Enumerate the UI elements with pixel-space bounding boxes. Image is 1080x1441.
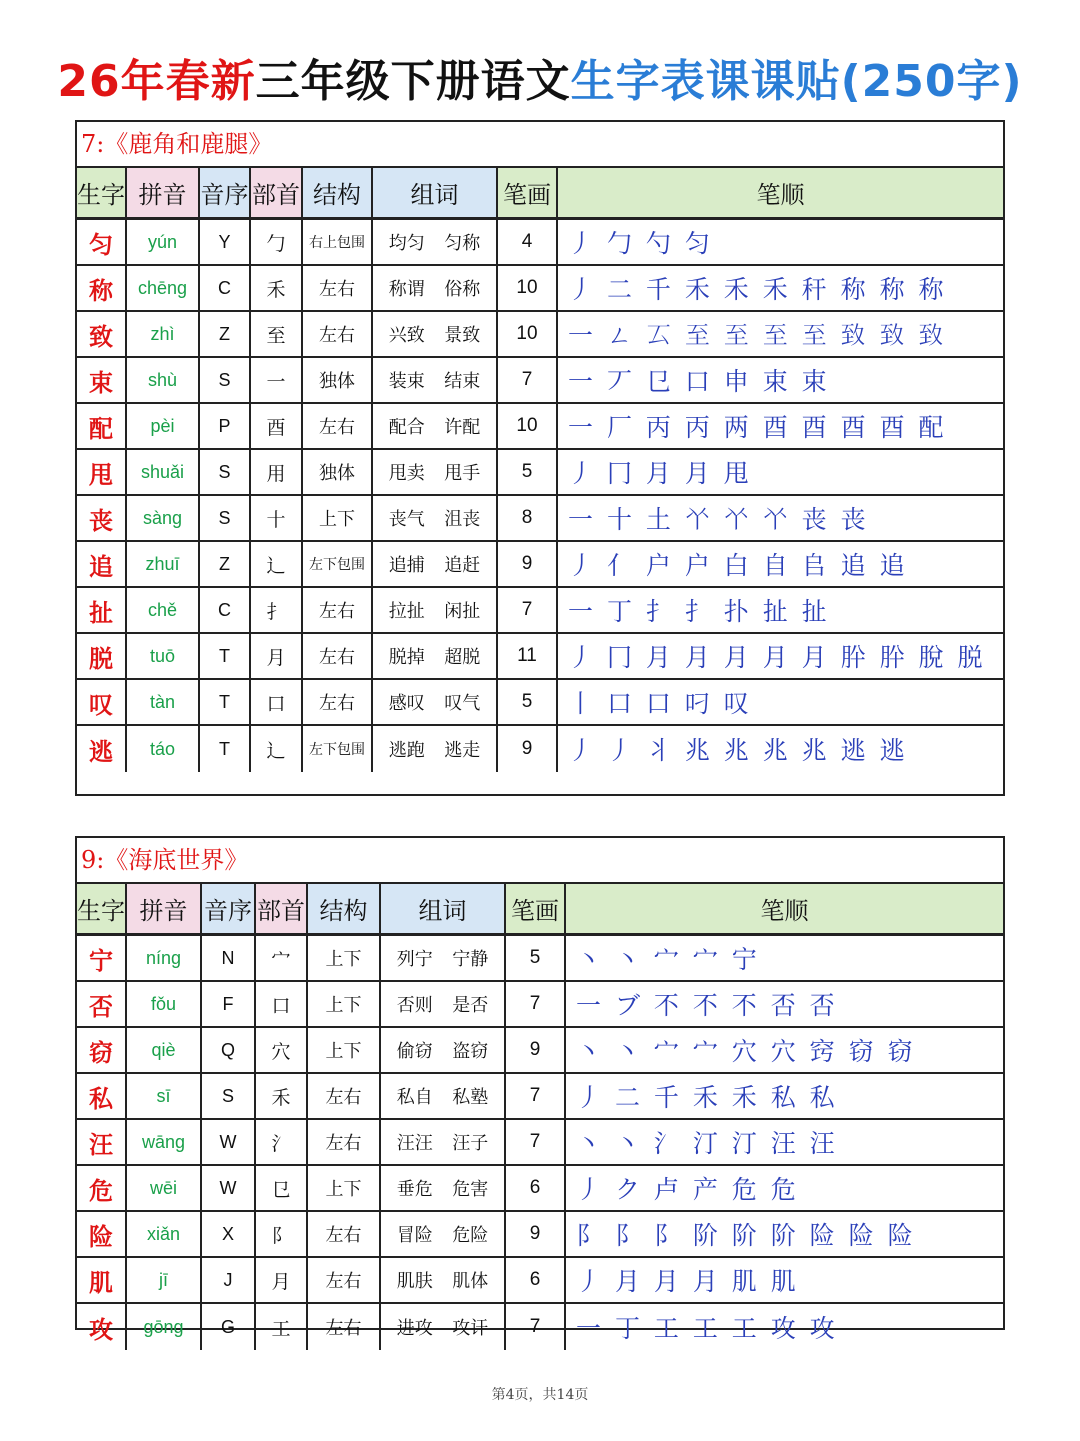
header-strokes: 笔画	[506, 884, 566, 936]
word-2: 私塾	[452, 1087, 489, 1108]
cell-radical: 至	[251, 312, 303, 358]
cell-stroke-count: 5	[506, 936, 566, 982]
cell-char: 宁	[77, 936, 127, 982]
cell-order: T	[200, 634, 251, 680]
cell-radical: 辶	[251, 726, 303, 772]
cell-radical: 扌	[251, 588, 303, 634]
cell-structure: 左右	[303, 634, 373, 680]
word-1: 配合	[388, 417, 425, 438]
word-2: 超脱	[444, 647, 481, 668]
word-1: 装束	[388, 371, 425, 392]
cell-radical: 阝	[256, 1212, 308, 1258]
cell-pinyin: fǒu	[127, 982, 202, 1028]
cell-words	[381, 1212, 506, 1258]
cell-stroke-order: 一 ㄥ 𠫔 至 至 至 至 致 致 致	[558, 312, 1003, 358]
cell-pinyin: yún	[127, 220, 200, 266]
cell-stroke-order: 丿 亻 户 户 白 自 𠂤 追 追	[558, 542, 1003, 588]
header-order: 音序	[202, 884, 256, 936]
cell-radical: 用	[251, 450, 303, 496]
word-2: 攻讦	[452, 1318, 489, 1339]
word-1: 甩卖	[388, 463, 425, 484]
cell-structure: 上下	[308, 1028, 381, 1074]
cell-words	[373, 450, 498, 496]
cell-structure: 左右	[308, 1258, 381, 1304]
header-strokes: 笔画	[498, 168, 558, 220]
cell-words	[373, 588, 498, 634]
word-1: 列宁	[396, 949, 433, 970]
title-part-2: 三年级下册语文	[255, 56, 571, 107]
cell-structure: 左右	[308, 1212, 381, 1258]
cell-structure: 左右	[303, 266, 373, 312]
cell-order: P	[200, 404, 251, 450]
cell-order: G	[202, 1304, 256, 1350]
cell-radical: 勹	[251, 220, 303, 266]
cell-pinyin: pèi	[127, 404, 200, 450]
cell-char: 私	[77, 1074, 127, 1120]
cell-order: S	[200, 450, 251, 496]
cell-pinyin: táo	[127, 726, 200, 772]
header-words: 组词	[381, 884, 506, 936]
word-2: 叹气	[444, 693, 481, 714]
word-2: 汪子	[452, 1133, 489, 1154]
word-1: 否则	[396, 995, 433, 1016]
lesson-7-section	[75, 120, 1005, 796]
cell-radical: 口	[256, 982, 308, 1028]
header-order: 音序	[200, 168, 251, 220]
cell-char: 称	[77, 266, 127, 312]
cell-stroke-order: 一 ブ 不 不 不 否 否	[566, 982, 1003, 1028]
cell-stroke-count: 11	[498, 634, 558, 680]
word-2: 追赶	[444, 555, 481, 576]
cell-stroke-count: 6	[506, 1258, 566, 1304]
word-1: 称谓	[388, 279, 425, 300]
cell-stroke-count: 10	[498, 266, 558, 312]
word-2: 匀称	[444, 233, 481, 254]
cell-words	[373, 220, 498, 266]
cell-char: 匀	[77, 220, 127, 266]
cell-char: 叹	[77, 680, 127, 726]
cell-order: Y	[200, 220, 251, 266]
word-1: 兴致	[388, 325, 425, 346]
cell-structure: 上下	[303, 496, 373, 542]
cell-structure: 左右	[303, 588, 373, 634]
cell-words	[381, 1258, 506, 1304]
cell-stroke-count: 6	[506, 1166, 566, 1212]
word-1: 肌肤	[396, 1271, 433, 1292]
cell-char: 逃	[77, 726, 127, 772]
cell-order: S	[200, 358, 251, 404]
cell-stroke-count: 7	[506, 1074, 566, 1120]
cell-char: 攻	[77, 1304, 127, 1350]
word-2: 危险	[452, 1225, 489, 1246]
header-structure: 结构	[303, 168, 373, 220]
cell-stroke-count: 7	[498, 588, 558, 634]
word-1: 私自	[396, 1087, 433, 1108]
character-table	[77, 882, 1003, 1350]
cell-structure: 右上包围	[303, 220, 373, 266]
cell-char: 汪	[77, 1120, 127, 1166]
cell-char: 配	[77, 404, 127, 450]
header-words: 组词	[373, 168, 498, 220]
cell-stroke-order: 一 十 土 𠁥 𠁥 𠁥 丧 丧	[558, 496, 1003, 542]
cell-stroke-count: 9	[498, 726, 558, 772]
cell-stroke-count: 10	[498, 312, 558, 358]
word-1: 脱掉	[388, 647, 425, 668]
word-2: 是否	[452, 995, 489, 1016]
cell-stroke-order: 一 厂 丙 丙 两 酉 酉 酉 酉 配	[558, 404, 1003, 450]
header-structure: 结构	[308, 884, 381, 936]
cell-stroke-count: 5	[498, 680, 558, 726]
word-1: 感叹	[388, 693, 425, 714]
cell-order: Q	[202, 1028, 256, 1074]
cell-pinyin: níng	[127, 936, 202, 982]
cell-stroke-order: 阝 阝 阝 阶 阶 阶 险 险 险	[566, 1212, 1003, 1258]
cell-stroke-order: 丿 ク 卢 产 危 危	[566, 1166, 1003, 1212]
word-2: 逃走	[444, 740, 481, 761]
cell-char: 窃	[77, 1028, 127, 1074]
cell-char: 致	[77, 312, 127, 358]
cell-radical: 酉	[251, 404, 303, 450]
cell-structure: 上下	[308, 1166, 381, 1212]
cell-char: 丧	[77, 496, 127, 542]
cell-pinyin: chě	[127, 588, 200, 634]
cell-stroke-count: 9	[506, 1212, 566, 1258]
cell-char: 追	[77, 542, 127, 588]
header-char: 生字	[77, 884, 127, 936]
cell-pinyin: wāng	[127, 1120, 202, 1166]
cell-char: 危	[77, 1166, 127, 1212]
cell-stroke-count: 9	[498, 542, 558, 588]
cell-stroke-count: 8	[498, 496, 558, 542]
cell-words	[381, 1304, 506, 1350]
cell-stroke-count: 9	[506, 1028, 566, 1074]
word-1: 进攻	[396, 1318, 433, 1339]
word-2: 肌体	[452, 1271, 489, 1292]
cell-char: 甩	[77, 450, 127, 496]
cell-order: S	[202, 1074, 256, 1120]
cell-pinyin: sī	[127, 1074, 202, 1120]
cell-order: F	[202, 982, 256, 1028]
cell-stroke-order: 丿 冂 月 月 月 月 月 肸 肸 脫 脱	[558, 634, 1003, 680]
cell-char: 险	[77, 1212, 127, 1258]
header-radical: 部首	[256, 884, 308, 936]
word-2: 结束	[444, 371, 481, 392]
cell-stroke-order: 丶 丶 宀 宀 穴 穴 窍 窃 窃	[566, 1028, 1003, 1074]
word-1: 拉扯	[388, 601, 425, 622]
cell-pinyin: gōng	[127, 1304, 202, 1350]
cell-pinyin: tàn	[127, 680, 200, 726]
cell-char: 肌	[77, 1258, 127, 1304]
cell-order: W	[202, 1166, 256, 1212]
lesson-title: 7:《鹿角和鹿腿》	[81, 130, 273, 158]
word-2: 闲扯	[444, 601, 481, 622]
cell-radical: 十	[251, 496, 303, 542]
page-title	[0, 52, 1080, 112]
cell-stroke-order: 丿 二 千 禾 禾 私 私	[566, 1074, 1003, 1120]
cell-radical: 辶	[251, 542, 303, 588]
cell-order: C	[200, 266, 251, 312]
word-1: 汪汪	[396, 1133, 433, 1154]
cell-pinyin: jī	[127, 1258, 202, 1304]
word-2: 沮丧	[444, 509, 481, 530]
word-2: 许配	[444, 417, 481, 438]
cell-words	[381, 982, 506, 1028]
character-table	[77, 166, 1003, 772]
header-pinyin: 拼音	[127, 168, 200, 220]
word-2: 宁静	[452, 949, 489, 970]
lesson-title: 9:《海底世界》	[81, 846, 249, 874]
header-stroke-order: 笔顺	[566, 884, 1003, 936]
cell-pinyin: qiè	[127, 1028, 202, 1074]
cell-words	[373, 496, 498, 542]
cell-structure: 左右	[308, 1074, 381, 1120]
cell-order: W	[202, 1120, 256, 1166]
cell-radical: 穴	[256, 1028, 308, 1074]
cell-pinyin: zhì	[127, 312, 200, 358]
cell-pinyin: shù	[127, 358, 200, 404]
cell-radical: 氵	[256, 1120, 308, 1166]
cell-char: 扯	[77, 588, 127, 634]
word-1: 逃跑	[388, 740, 425, 761]
cell-order: T	[200, 726, 251, 772]
cell-stroke-count: 7	[506, 1304, 566, 1350]
cell-stroke-order: 丿 勹 勺 匀	[558, 220, 1003, 266]
cell-stroke-order: 一 丆 㔾 口 申 束 束	[558, 358, 1003, 404]
cell-stroke-order: 丨 口 口 叼 叹	[558, 680, 1003, 726]
cell-structure: 左下包围	[303, 726, 373, 772]
cell-words	[373, 634, 498, 680]
cell-stroke-order: 一 丁 工 工 工 攻 攻	[576, 1314, 838, 1343]
cell-pinyin: tuō	[127, 634, 200, 680]
cell-stroke-order: 丿 月 月 月 肌 肌	[566, 1258, 1003, 1304]
page-footer: 第4页，共14页	[491, 1387, 589, 1403]
word-2: 景致	[444, 325, 481, 346]
cell-radical: 宀	[256, 936, 308, 982]
word-1: 垂危	[396, 1179, 433, 1200]
word-1: 丧气	[388, 509, 425, 530]
cell-order: X	[202, 1212, 256, 1258]
cell-stroke-order: 一 丁 扌 扌 扑 扯 扯	[558, 588, 1003, 634]
cell-words	[381, 1166, 506, 1212]
cell-pinyin: sàng	[127, 496, 200, 542]
cell-words	[373, 312, 498, 358]
header-radical: 部首	[251, 168, 303, 220]
cell-words	[373, 404, 498, 450]
cell-radical: 月	[251, 634, 303, 680]
cell-structure: 上下	[308, 936, 381, 982]
cell-words	[373, 726, 498, 772]
cell-words	[381, 1120, 506, 1166]
cell-words	[373, 358, 498, 404]
cell-pinyin: chēng	[127, 266, 200, 312]
word-1: 冒险	[396, 1225, 433, 1246]
word-2: 盗窃	[452, 1041, 489, 1062]
cell-order: Z	[200, 312, 251, 358]
cell-order: Z	[200, 542, 251, 588]
cell-order: C	[200, 588, 251, 634]
cell-structure: 左下包围	[303, 542, 373, 588]
cell-stroke-order: 丶 丶 宀 宀 宁	[566, 936, 1003, 982]
cell-stroke-count: 7	[498, 358, 558, 404]
title-part-3: 生字表课课贴(250字)	[570, 56, 1023, 107]
lesson-9-section	[75, 836, 1005, 1344]
cell-pinyin: zhuī	[127, 542, 200, 588]
cell-pinyin: wēi	[127, 1166, 202, 1212]
header-char: 生字	[77, 168, 127, 220]
cell-order: N	[202, 936, 256, 982]
title-part-1: 26年春新	[57, 56, 256, 107]
cell-stroke-count: 10	[498, 404, 558, 450]
cell-structure: 左右	[303, 680, 373, 726]
cell-stroke-count: 7	[506, 1120, 566, 1166]
cell-stroke-count: 7	[506, 982, 566, 1028]
cell-order: T	[200, 680, 251, 726]
word-2: 俗称	[444, 279, 481, 300]
cell-words	[373, 680, 498, 726]
cell-radical: 工	[256, 1304, 308, 1350]
cell-words	[373, 542, 498, 588]
cell-structure: 左右	[303, 404, 373, 450]
cell-radical: 禾	[251, 266, 303, 312]
cell-words	[381, 936, 506, 982]
cell-stroke-count: 5	[498, 450, 558, 496]
cell-structure: 上下	[308, 982, 381, 1028]
cell-order: J	[202, 1258, 256, 1304]
cell-radical: 月	[256, 1258, 308, 1304]
word-1: 追捕	[388, 555, 425, 576]
cell-char: 脱	[77, 634, 127, 680]
cell-structure: 独体	[303, 450, 373, 496]
cell-char: 束	[77, 358, 127, 404]
word-1: 偷窃	[396, 1041, 433, 1062]
cell-words	[381, 1074, 506, 1120]
cell-radical: 㔾	[256, 1166, 308, 1212]
word-2: 危害	[452, 1179, 489, 1200]
cell-radical: 口	[251, 680, 303, 726]
cell-order: S	[200, 496, 251, 542]
cell-radical: 一	[251, 358, 303, 404]
word-2: 甩手	[444, 463, 481, 484]
word-1: 均匀	[388, 233, 425, 254]
cell-words	[373, 266, 498, 312]
header-stroke-order: 笔顺	[558, 168, 1003, 220]
cell-structure: 左右	[308, 1304, 381, 1350]
cell-stroke-order: 丿 冂 月 月 甩	[558, 450, 1003, 496]
cell-pinyin: shuǎi	[127, 450, 200, 496]
cell-stroke-order: 丿 二 千 禾 禾 禾 秆 称 称 称	[558, 266, 1003, 312]
cell-stroke-order: 丿 丿 丬 兆 兆 兆 兆 逃 逃	[568, 736, 908, 765]
cell-structure: 独体	[303, 358, 373, 404]
header-pinyin: 拼音	[127, 884, 202, 936]
cell-words	[381, 1028, 506, 1074]
cell-stroke-order: 丶 丶 氵 汀 汀 汪 汪	[566, 1120, 1003, 1166]
cell-structure: 左右	[308, 1120, 381, 1166]
cell-char: 否	[77, 982, 127, 1028]
cell-structure: 左右	[303, 312, 373, 358]
cell-radical: 禾	[256, 1074, 308, 1120]
cell-stroke-count: 4	[498, 220, 558, 266]
cell-pinyin: xiǎn	[127, 1212, 202, 1258]
